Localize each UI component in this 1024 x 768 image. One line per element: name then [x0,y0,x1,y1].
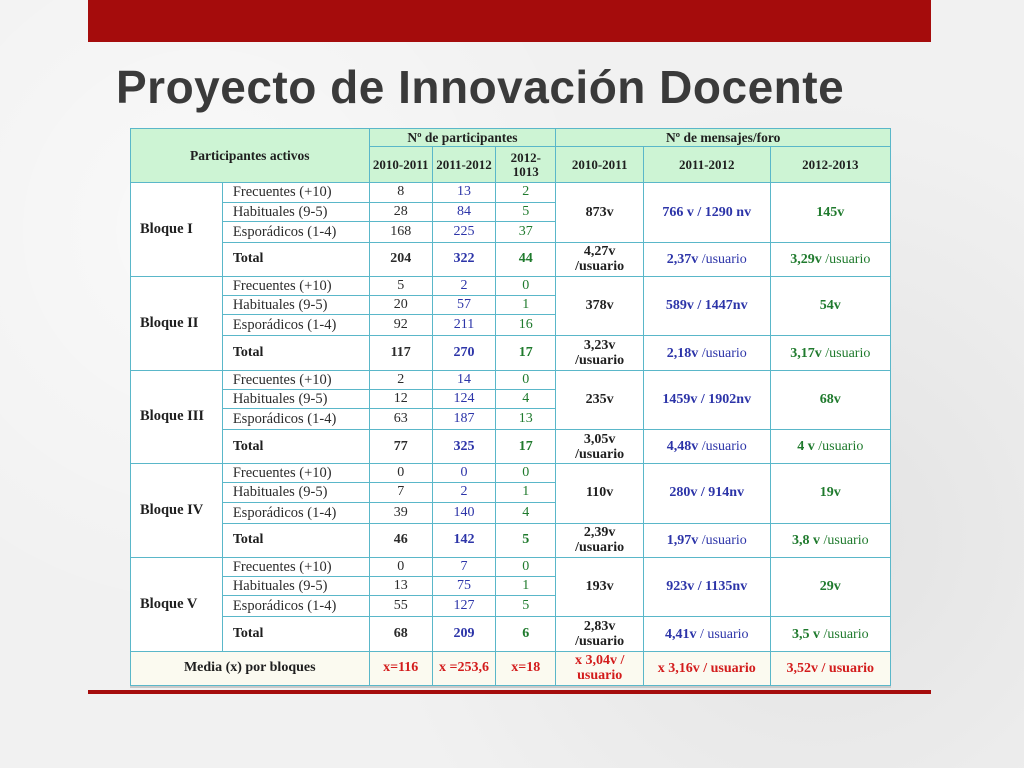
header-n-participantes: Nº de participantes [369,129,556,147]
row-label-frecuentes: Frecuentes (+10) [222,464,369,483]
messages-2011 [643,557,770,616]
total-2012: 17 [496,430,556,464]
per-user-2012-unit: /usuario [825,251,871,267]
header-participantes-activos: Participantes activos [131,129,370,183]
per-user-2010: 2,83v /usuario [556,617,644,651]
cell-esporadicos-2012: 16 [496,315,556,336]
total-2010: 46 [369,523,432,557]
table-row [131,277,891,296]
messages-2012: 19v [770,464,890,523]
per-user-2012-unit: /usuario [823,532,869,548]
per-user-2012 [770,336,890,370]
total-2011: 322 [432,242,495,276]
messages-2010: 193v [556,557,644,616]
cell-habituales-2011: 75 [432,577,495,596]
messages-2010: 378v [556,277,644,336]
cell-habituales-2012: 1 [496,483,556,502]
cell-esporadicos-2011: 225 [432,221,495,242]
row-label-frecuentes: Frecuentes (+10) [222,370,369,389]
media-participants-1: x=116 [369,651,432,685]
bottom-accent-bar [88,690,931,694]
block-name: Bloque III [131,370,223,464]
per-user-2012 [770,523,890,557]
top-accent-bar [88,0,931,42]
cell-esporadicos-2011: 140 [432,502,495,523]
per-user-2012 [770,242,890,276]
block-name: Bloque I [131,183,223,277]
header-n-mensajes: Nº de mensajes/foro [556,129,891,147]
per-user-2011-value: 2,18v [666,345,699,361]
per-user-2011 [643,617,770,651]
total-2011: 142 [432,523,495,557]
cell-frecuentes-2011: 0 [432,464,495,483]
cell-frecuentes-2011: 7 [432,557,495,576]
per-user-2012-value: 3,17v [790,345,822,361]
per-user-2011-unit: /usuario [701,439,747,455]
messages-2011-text: 280v / 914nv [669,485,745,501]
cell-frecuentes-2011: 14 [432,370,495,389]
per-user-2012-unit: /usuario [825,345,871,361]
row-label-esporadicos: Esporádicos (1-4) [222,408,369,429]
cell-frecuentes-2010: 2 [369,370,432,389]
cell-esporadicos-2010: 92 [369,315,432,336]
cell-frecuentes-2012: 0 [496,464,556,483]
cell-habituales-2011: 57 [432,296,495,315]
cell-esporadicos-2012: 4 [496,502,556,523]
header-year-m1: 2010-2011 [556,147,644,183]
messages-2011 [643,464,770,523]
per-user-2012 [770,430,890,464]
messages-2011-text: 923v / 1135nv [666,579,748,595]
cell-habituales-2012: 1 [496,577,556,596]
row-label-habituales: Habituales (9-5) [222,389,369,408]
cell-frecuentes-2010: 5 [369,277,432,296]
row-label-esporadicos: Esporádicos (1-4) [222,221,369,242]
slide-title: Proyecto de Innovación Docente [116,61,845,113]
total-2010: 117 [369,336,432,370]
row-label-frecuentes: Frecuentes (+10) [222,557,369,576]
row-label-frecuentes: Frecuentes (+10) [222,183,369,202]
per-user-2011-unit: / usuario [699,626,749,642]
cell-habituales-2010: 13 [369,577,432,596]
cell-frecuentes-2012: 0 [496,277,556,296]
per-user-2010: 3,23v /usuario [556,336,644,370]
participation-table [130,128,891,686]
row-label-esporadicos: Esporádicos (1-4) [222,502,369,523]
total-2011: 270 [432,336,495,370]
cell-habituales-2010: 7 [369,483,432,502]
row-label-habituales: Habituales (9-5) [222,296,369,315]
table-row-total [131,336,891,370]
total-2012: 6 [496,617,556,651]
row-label-habituales: Habituales (9-5) [222,483,369,502]
cell-esporadicos-2011: 187 [432,408,495,429]
messages-2011 [643,370,770,429]
table-row-total [131,617,891,651]
per-user-2012-unit: /usuario [818,439,864,455]
cell-esporadicos-2010: 168 [369,221,432,242]
block-name: Bloque II [131,277,223,371]
cell-esporadicos-2011: 211 [432,315,495,336]
per-user-2011 [643,336,770,370]
media-messages-2: x 3,16v / usuario [643,651,770,685]
cell-frecuentes-2011: 13 [432,183,495,202]
messages-2012: 54v [770,277,890,336]
table-row-total [131,430,891,464]
per-user-2011-value: 4,48v [666,439,699,455]
per-user-2012 [770,617,890,651]
messages-2011-text: 589v / 1447nv [665,298,748,314]
per-user-2011-value: 2,37v [666,251,699,267]
per-user-2012-value: 3,29v [790,251,822,267]
per-user-2011-value: 1,97v [666,532,699,548]
per-user-2011-value: 4,41v [664,626,697,642]
total-2010: 204 [369,242,432,276]
cell-habituales-2011: 84 [432,202,495,221]
row-label-habituales: Habituales (9-5) [222,202,369,221]
header-year-m2: 2011-2012 [643,147,770,183]
media-participants-2: x =253,6 [432,651,495,685]
media-participants-3: x=18 [496,651,556,685]
per-user-2011-unit: /usuario [701,345,747,361]
per-user-2011-unit: /usuario [701,251,747,267]
table-row [131,183,891,202]
per-user-2011 [643,430,770,464]
row-label-total: Total [222,336,369,370]
messages-2010: 873v [556,183,644,242]
cell-esporadicos-2012: 13 [496,408,556,429]
per-user-2010: 4,27v /usuario [556,242,644,276]
messages-2011-text: 766 v / 1290 nv [662,204,752,220]
cell-esporadicos-2012: 37 [496,221,556,242]
per-user-2012-value: 3,8 v [791,532,820,548]
cell-frecuentes-2010: 8 [369,183,432,202]
header-year-p3: 2012-1013 [496,147,556,183]
row-label-esporadicos: Esporádicos (1-4) [222,315,369,336]
media-messages-1: x 3,04v / usuario [556,651,644,685]
total-2012: 17 [496,336,556,370]
cell-frecuentes-2012: 0 [496,370,556,389]
cell-frecuentes-2011: 2 [432,277,495,296]
media-label: Media (x) por bloques [131,651,370,685]
table-row-total [131,242,891,276]
cell-frecuentes-2012: 0 [496,557,556,576]
total-2010: 77 [369,430,432,464]
per-user-2012-value: 4 v [797,439,815,455]
cell-habituales-2010: 28 [369,202,432,221]
header-year-m3: 2012-2013 [770,147,890,183]
per-user-2010: 3,05v /usuario [556,430,644,464]
cell-frecuentes-2012: 2 [496,183,556,202]
cell-frecuentes-2010: 0 [369,464,432,483]
total-2010: 68 [369,617,432,651]
row-label-total: Total [222,242,369,276]
cell-habituales-2012: 4 [496,389,556,408]
messages-2011-text: 1459v / 1902nv [662,391,752,407]
cell-esporadicos-2011: 127 [432,596,495,617]
row-label-total: Total [222,617,369,651]
messages-2012: 145v [770,183,890,242]
cell-esporadicos-2012: 5 [496,596,556,617]
messages-2012: 68v [770,370,890,429]
messages-2010: 235v [556,370,644,429]
total-2011: 325 [432,430,495,464]
table-bottom-shadow [130,686,891,688]
row-label-esporadicos: Esporádicos (1-4) [222,596,369,617]
cell-habituales-2011: 2 [432,483,495,502]
messages-2011 [643,277,770,336]
per-user-2011-unit: /usuario [701,532,747,548]
cell-habituales-2010: 20 [369,296,432,315]
table-row [131,464,891,483]
per-user-2011 [643,523,770,557]
cell-esporadicos-2010: 63 [369,408,432,429]
table-row [131,370,891,389]
messages-2010: 110v [556,464,644,523]
messages-2011 [643,183,770,242]
total-2011: 209 [432,617,495,651]
messages-2012: 29v [770,557,890,616]
cell-esporadicos-2010: 55 [369,596,432,617]
per-user-2012-unit: /usuario [823,626,869,642]
table-row [131,557,891,576]
row-label-frecuentes: Frecuentes (+10) [222,277,369,296]
block-name: Bloque IV [131,464,223,558]
header-year-p2: 2011-2012 [432,147,495,183]
total-2012: 44 [496,242,556,276]
cell-habituales-2012: 1 [496,296,556,315]
table-row-total [131,523,891,557]
cell-habituales-2012: 5 [496,202,556,221]
row-label-total: Total [222,523,369,557]
media-messages-3: 3,52v / usuario [770,651,890,685]
cell-habituales-2010: 12 [369,389,432,408]
row-label-habituales: Habituales (9-5) [222,577,369,596]
header-year-p1: 2010-2011 [369,147,432,183]
cell-habituales-2011: 124 [432,389,495,408]
total-2012: 5 [496,523,556,557]
block-name: Bloque V [131,557,223,651]
cell-esporadicos-2010: 39 [369,502,432,523]
per-user-2012-value: 3,5 v [791,626,820,642]
cell-frecuentes-2010: 0 [369,557,432,576]
row-label-total: Total [222,430,369,464]
per-user-2010: 2,39v /usuario [556,523,644,557]
per-user-2011 [643,242,770,276]
